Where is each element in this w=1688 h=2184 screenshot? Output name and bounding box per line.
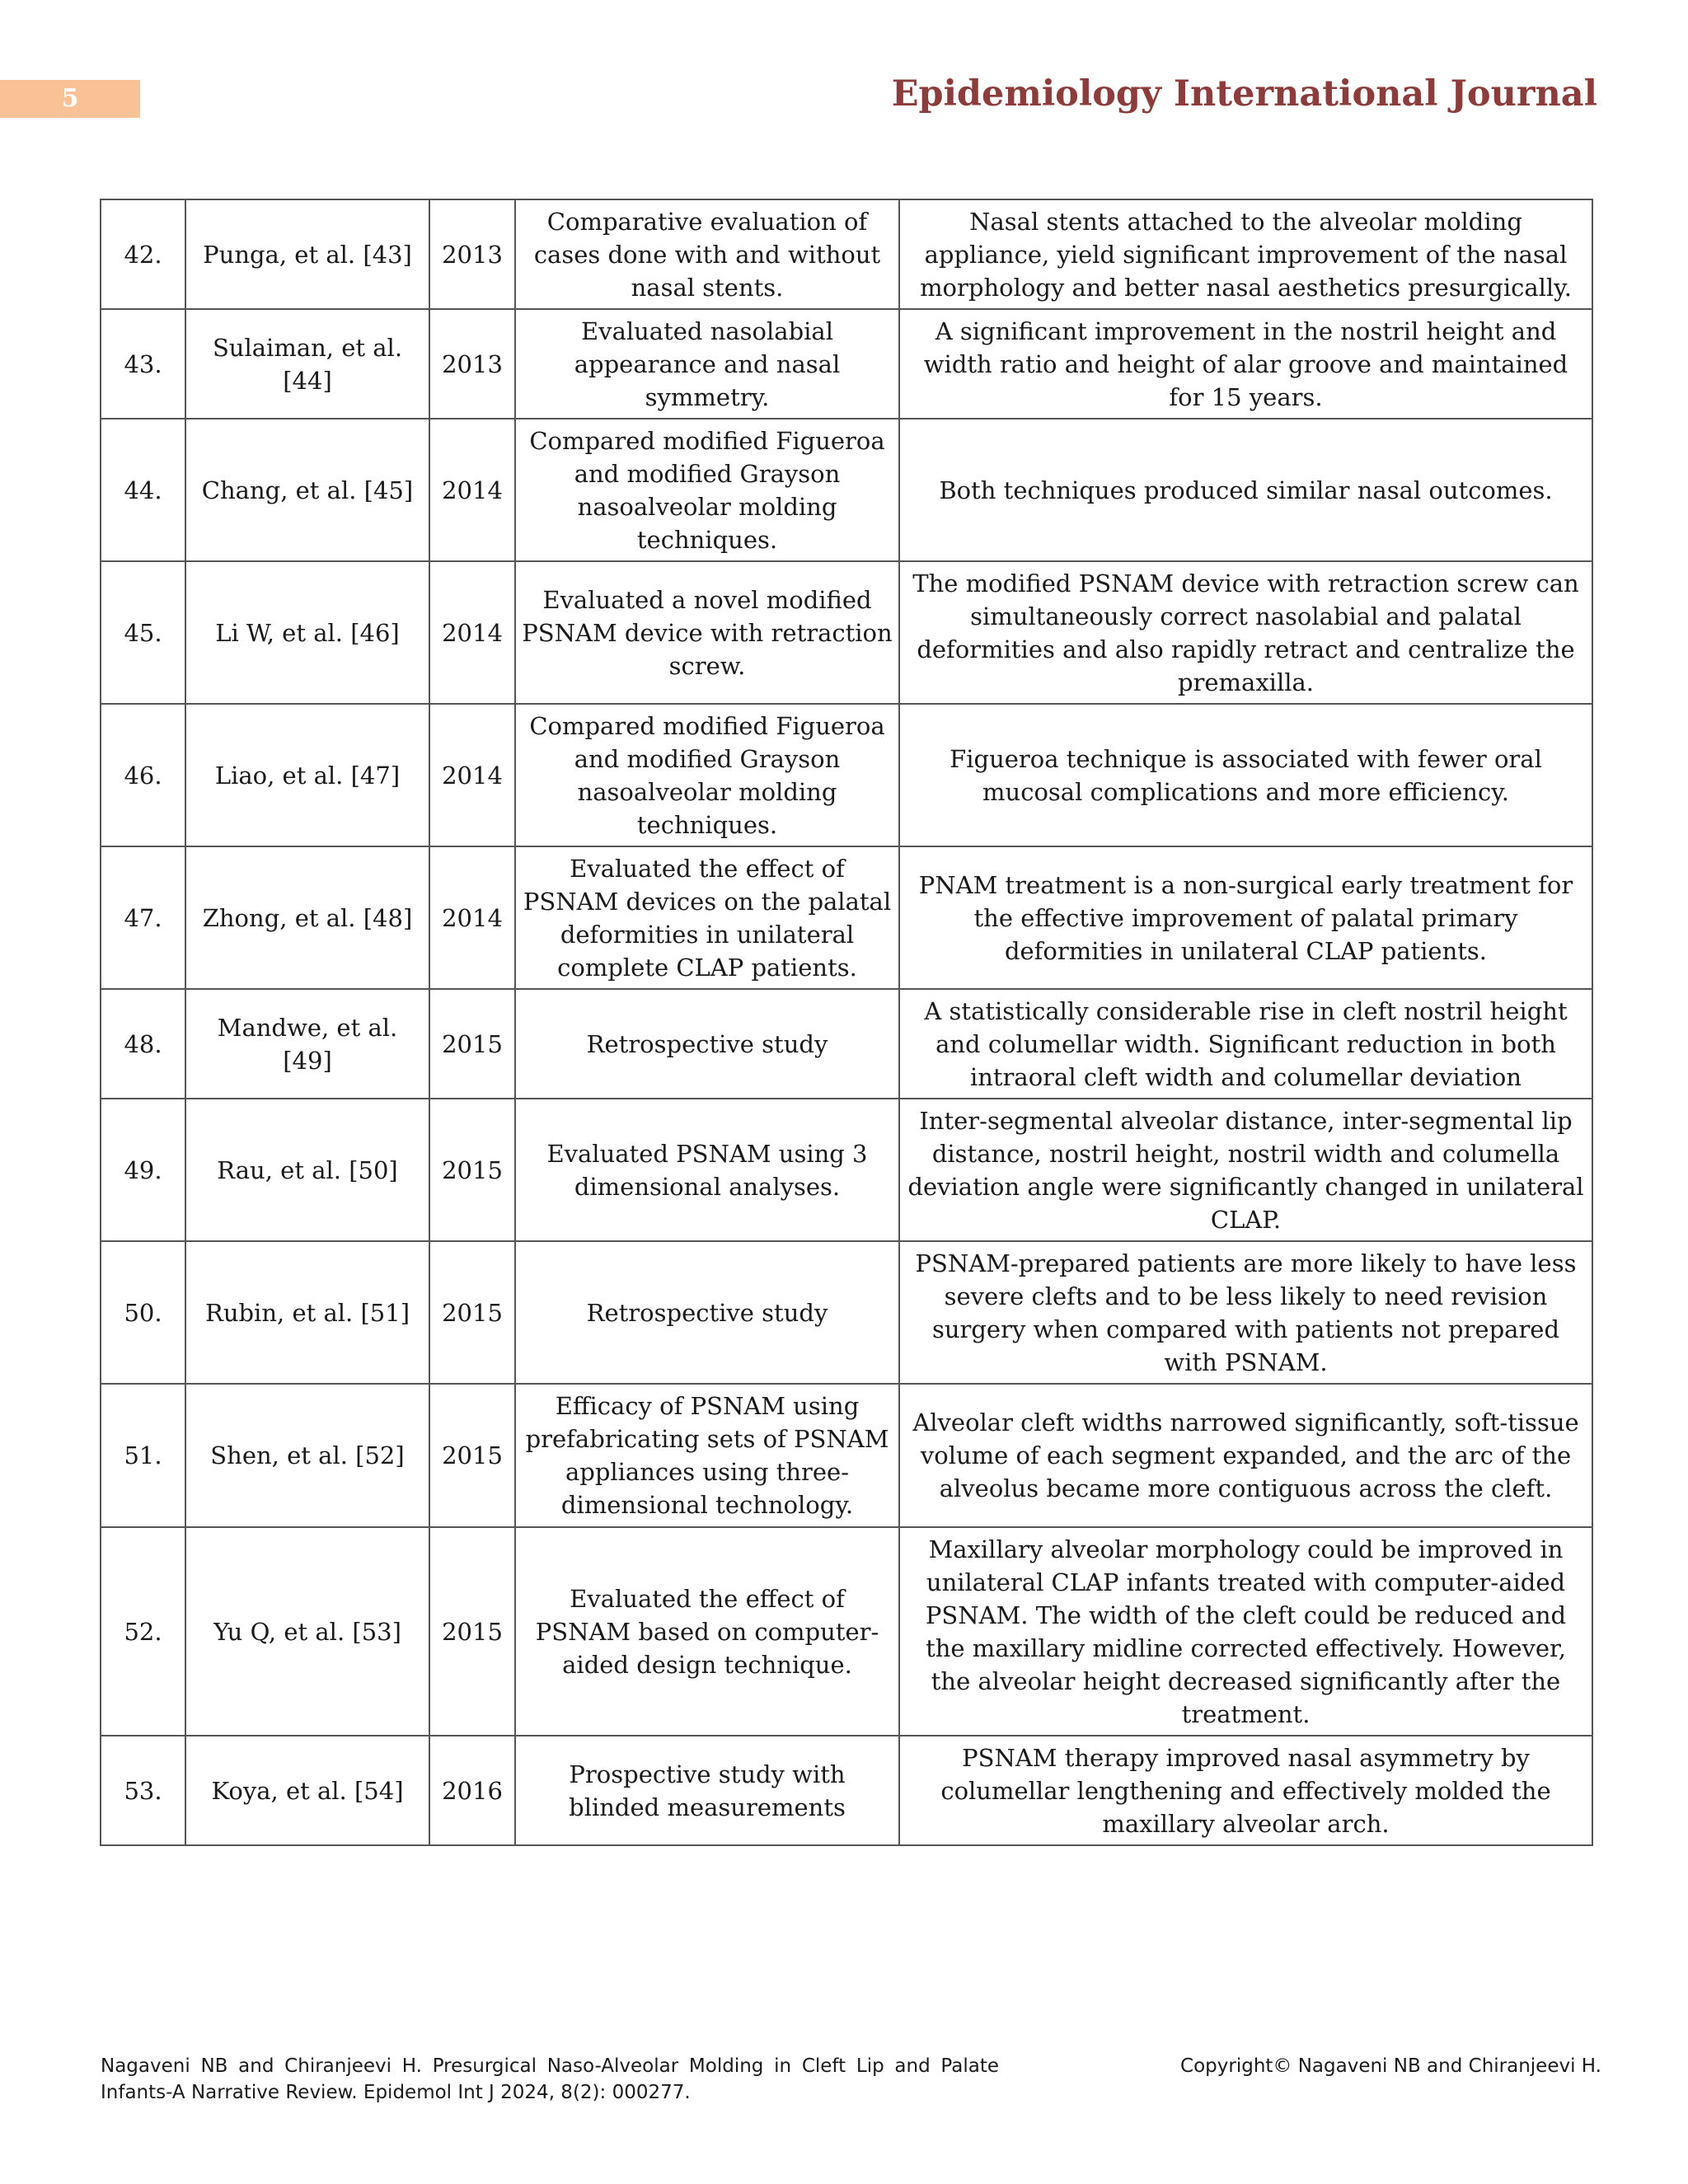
author-cell: Mandwe, et al. [49] (185, 989, 429, 1099)
year-cell: 2014 (429, 846, 515, 989)
row-number: 44. (101, 419, 185, 561)
studies-table (100, 199, 1593, 1846)
study-cell: Retrospective study (515, 1241, 899, 1384)
author-cell: Liao, et al. [47] (185, 704, 429, 846)
study-cell: Compared modified Figueroa and modified Grayson nasoalveolar molding techniques. (515, 419, 899, 561)
row-number: 45. (101, 561, 185, 704)
row-number: 52. (101, 1527, 185, 1736)
year-cell: 2014 (429, 561, 515, 704)
finding-cell: Alveolar cleft widths narrowed significantly, soft-tissue volume of each segment expanded, and the arc of the alveolus became more contiguous across the cleft. (899, 1384, 1592, 1527)
journal-title: Epidemiology International Journal (891, 73, 1597, 115)
year-cell: 2013 (429, 199, 515, 309)
table-row (101, 1099, 1592, 1241)
study-cell: Compared modified Figueroa and modified Grayson nasoalveolar molding techniques. (515, 704, 899, 846)
page-number: 5 (0, 80, 140, 118)
study-cell: Retrospective study (515, 989, 899, 1099)
table-row (101, 989, 1592, 1099)
table-row (101, 309, 1592, 419)
finding-cell: PNAM treatment is a non-surgical early treatment for the effective improvement of palatal primary deformities in unilateral CLAP patients. (899, 846, 1592, 989)
study-cell: Evaluated nasolabial appearance and nasal symmetry. (515, 309, 899, 419)
table-row (101, 846, 1592, 989)
table-row (101, 199, 1592, 309)
author-cell: Koya, et al. [54] (185, 1736, 429, 1845)
study-cell: Prospective study with blinded measurements (515, 1736, 899, 1845)
year-cell: 2013 (429, 309, 515, 419)
study-cell: Evaluated PSNAM using 3 dimensional analyses. (515, 1099, 899, 1241)
table-row (101, 1736, 1592, 1845)
row-number: 50. (101, 1241, 185, 1384)
row-number: 53. (101, 1736, 185, 1845)
study-cell: Evaluated the effect of PSNAM based on computer-aided design technique. (515, 1527, 899, 1736)
author-cell: Sulaiman, et al. [44] (185, 309, 429, 419)
row-number: 48. (101, 989, 185, 1099)
year-cell: 2014 (429, 704, 515, 846)
row-number: 43. (101, 309, 185, 419)
year-cell: 2015 (429, 1527, 515, 1736)
row-number: 42. (101, 199, 185, 309)
year-cell: 2014 (429, 419, 515, 561)
row-number: 49. (101, 1099, 185, 1241)
row-number: 46. (101, 704, 185, 846)
finding-cell: Inter-segmental alveolar distance, inter-segmental lip distance, nostril height, nostril width and columella deviation angle were significantly changed in unilateral CLAP. (899, 1099, 1592, 1241)
finding-cell: PSNAM therapy improved nasal asymmetry by columellar lengthening and effectively molded the maxillary alveolar arch. (899, 1736, 1592, 1845)
study-cell: Efficacy of PSNAM using prefabricating sets of PSNAM appliances using three-dimensional technology. (515, 1384, 899, 1527)
study-cell: Evaluated the effect of PSNAM devices on the palatal deformities in unilateral complete CLAP patients. (515, 846, 899, 989)
author-cell: Li W, et al. [46] (185, 561, 429, 704)
author-cell: Rau, et al. [50] (185, 1099, 429, 1241)
table-row (101, 419, 1592, 561)
year-cell: 2015 (429, 1384, 515, 1527)
table-row (101, 704, 1592, 846)
year-cell: 2015 (429, 1099, 515, 1241)
footer-citation: Nagaveni NB and Chiranjeevi H. Presurgical Naso-Alveolar Molding in Cleft Lip and Palate Infants-A Narrative Review. Epidemol Int J 2024, 8(2): 000277. (101, 2055, 999, 2103)
finding-cell: Figueroa technique is associated with fewer oral mucosal complications and more efficiency. (899, 704, 1592, 846)
finding-cell: The modified PSNAM device with retraction screw can simultaneously correct nasolabial and palatal deformities and also rapidly retract and centralize the premaxilla. (899, 561, 1592, 704)
finding-cell: Both techniques produced similar nasal outcomes. (899, 419, 1592, 561)
year-cell: 2015 (429, 989, 515, 1099)
year-cell: 2015 (429, 1241, 515, 1384)
author-cell: Punga, et al. [43] (185, 199, 429, 309)
table-row (101, 561, 1592, 704)
finding-cell: A significant improvement in the nostril height and width ratio and height of alar groove and maintained for 15 years. (899, 309, 1592, 419)
finding-cell: PSNAM-prepared patients are more likely to have less severe clefts and to be less likely to need revision surgery when compared with patients not prepared with PSNAM. (899, 1241, 1592, 1384)
finding-cell: Maxillary alveolar morphology could be improved in unilateral CLAP infants treated with computer-aided PSNAM. The width of the cleft could be reduced and the maxillary midline corrected effectively. However, the alveolar height decreased significantly after the treatment. (899, 1527, 1592, 1736)
author-cell: Zhong, et al. [48] (185, 846, 429, 989)
author-cell: Chang, et al. [45] (185, 419, 429, 561)
author-cell: Yu Q, et al. [53] (185, 1527, 429, 1736)
row-number: 51. (101, 1384, 185, 1527)
year-cell: 2016 (429, 1736, 515, 1845)
author-cell: Shen, et al. [52] (185, 1384, 429, 1527)
study-cell: Evaluated a novel modified PSNAM device with retraction screw. (515, 561, 899, 704)
finding-cell: A statistically considerable rise in cleft nostril height and columellar width. Significant reduction in both intraoral cleft width and columellar deviation (899, 989, 1592, 1099)
study-cell: Comparative evaluation of cases done with and without nasal stents. (515, 199, 899, 309)
footer-copyright: Copyright© Nagaveni NB and Chiranjeevi H. (1180, 2055, 1601, 2077)
author-cell: Rubin, et al. [51] (185, 1241, 429, 1384)
finding-cell: Nasal stents attached to the alveolar molding appliance, yield significant improvement of the nasal morphology and better nasal aesthetics presurgically. (899, 199, 1592, 309)
table-row (101, 1384, 1592, 1527)
row-number: 47. (101, 846, 185, 989)
table-row (101, 1527, 1592, 1736)
table-row (101, 1241, 1592, 1384)
